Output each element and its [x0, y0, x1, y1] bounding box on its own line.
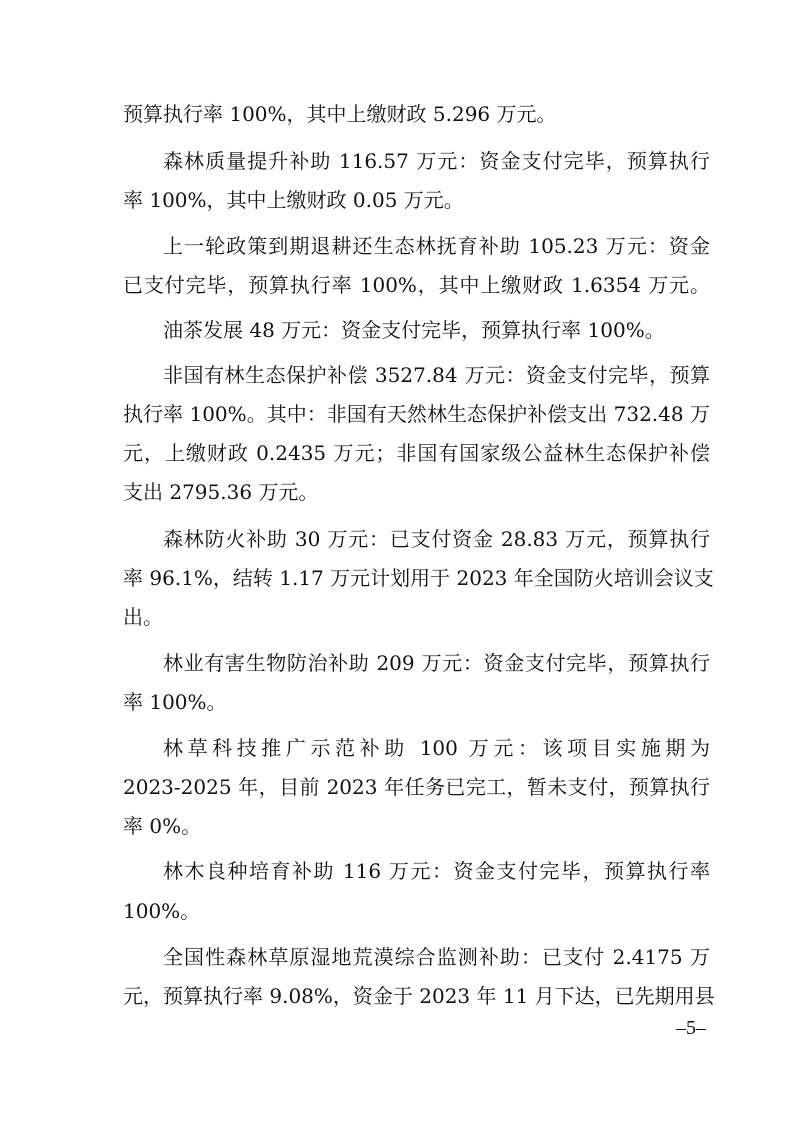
text-line-1: 预算执行率 100%，其中上缴财政 5.296 万元。	[123, 102, 557, 126]
text-line-8: 执行率 100%。其中：非国有天然林生态保护补偿支出 732.48 万	[123, 402, 710, 426]
text-line-7: 非国有林生态保护补偿 3527.84 万元：资金支付完毕，预算	[163, 363, 710, 387]
text-line-22: 元，预算执行率 9.08%，资金于 2023 年 11 月下达，已先期用县	[123, 984, 715, 1008]
text-line-16: 林草科技推广示范补助 100 万元：该项目实施期为	[163, 736, 710, 760]
text-line-17: 2023-2025 年，目前 2023 年任务已完工，暂未支付，预算执行	[123, 775, 710, 799]
text-line-3: 率 100%，其中上缴财政 0.05 万元。	[123, 188, 464, 212]
text-line-15: 率 100%。	[123, 690, 227, 714]
text-line-19: 林木良种培育补助 116 万元：资金支付完毕，预算执行率	[163, 859, 710, 883]
text-line-5: 已支付完毕，预算执行率 100%，其中上缴财政 1.6354 万元。	[123, 273, 710, 297]
text-line-20: 100%。	[123, 899, 201, 923]
text-line-18: 率 0%。	[123, 814, 202, 838]
text-line-4: 上一轮政策到期退耕还生态林抚育补助 105.23 万元：资金	[163, 234, 710, 258]
page-number: –5–	[676, 1017, 706, 1039]
text-line-2: 森林质量提升补助 116.57 万元：资金支付完毕，预算执行	[163, 149, 710, 173]
text-line-21: 全国性森林草原湿地荒漠综合监测补助：已支付 2.4175 万	[163, 945, 710, 969]
text-line-9: 元，上缴财政 0.2435 万元；非国有国家级公益林生态保护补偿	[123, 441, 710, 465]
text-line-10: 支出 2795.36 万元。	[123, 480, 319, 504]
text-line-6: 油茶发展 48 万元：资金支付完毕，预算执行率 100%。	[163, 318, 665, 342]
text-line-12: 率 96.1%，结转 1.17 万元计划用于 2023 年全国防火培训会议支	[123, 566, 714, 590]
text-line-11: 森林防火补助 30 万元：已支付资金 28.83 万元，预算执行	[163, 527, 710, 551]
text-line-13: 出。	[123, 605, 163, 629]
text-line-14: 林业有害生物防治补助 209 万元：资金支付完毕，预算执行	[163, 651, 710, 675]
